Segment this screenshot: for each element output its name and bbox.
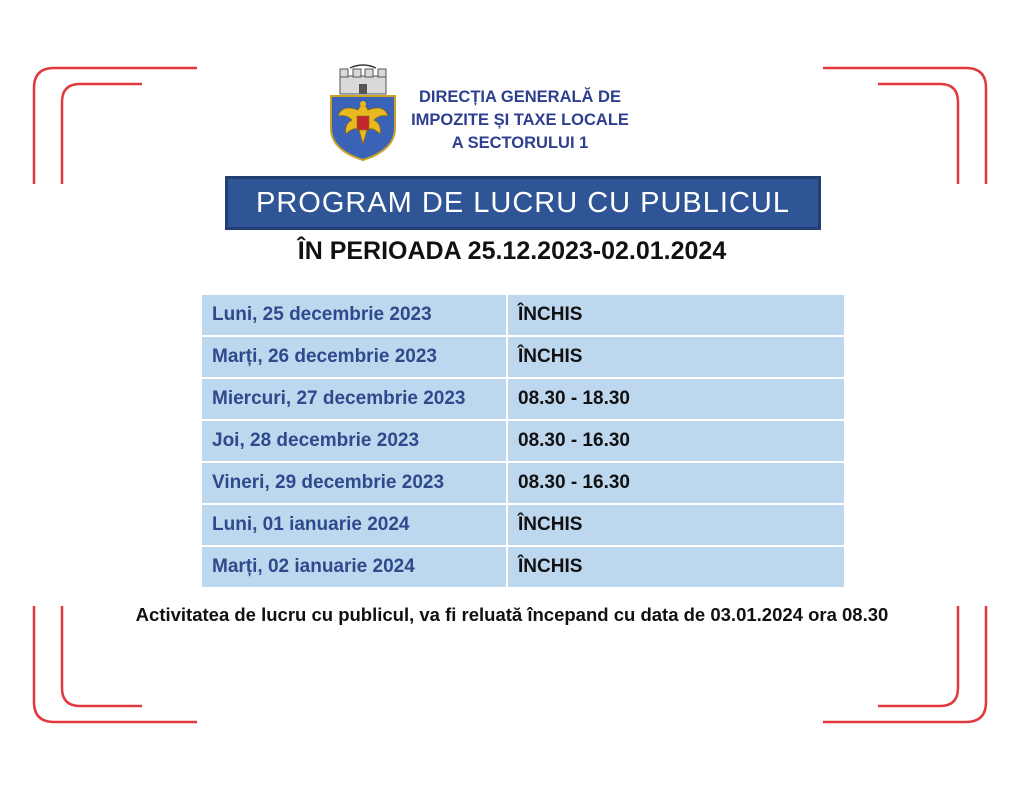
table-row [202,546,844,587]
schedule-day: Joi, 28 decembrie 2023 [202,420,507,462]
schedule-hours: 08.30 - 16.30 [507,420,844,462]
schedule-day: Miercuri, 27 decembrie 2023 [202,378,507,420]
institution-line: DIRECȚIA GENERALĂ DE [419,88,621,106]
institution-line: IMPOZITE ȘI TAXE LOCALE [411,111,629,129]
schedule-day: Luni, 25 decembrie 2023 [202,295,507,336]
institution-name [396,86,644,155]
schedule-hours: 08.30 - 18.30 [507,378,844,420]
table-row [202,378,844,420]
table-row [202,504,844,546]
schedule-day: Vineri, 29 decembrie 2023 [202,462,507,504]
schedule-hours: ÎNCHIS [507,336,844,378]
table-row [202,462,844,504]
corner-frame-top-right [818,66,988,186]
schedule-hours: 08.30 - 16.30 [507,462,844,504]
institution-line: A SECTORULUI 1 [451,134,589,152]
schedule-hours: ÎNCHIS [507,504,844,546]
period-heading: ÎN PERIOADA 25.12.2023-02.01.2024 [297,237,727,265]
schedule-day: Marți, 02 ianuarie 2024 [202,546,507,587]
table-row [202,420,844,462]
schedule-day: Marți, 26 decembrie 2023 [202,336,507,378]
footer-note: Activitatea de lucru cu publicul, va fi reluată începand cu data de 03.01.2024 ora 08.30 [135,604,889,625]
page-title-banner: PROGRAM DE LUCRU CU PUBLICUL [225,176,821,230]
corner-frame-top-left [32,66,202,186]
schedule-hours: ÎNCHIS [507,295,844,336]
table-row [202,295,844,336]
bucharest-coat-of-arms-icon [328,64,398,162]
schedule-table [202,295,844,587]
table-row [202,336,844,378]
schedule-day: Luni, 01 ianuarie 2024 [202,504,507,546]
schedule-hours: ÎNCHIS [518,556,583,577]
